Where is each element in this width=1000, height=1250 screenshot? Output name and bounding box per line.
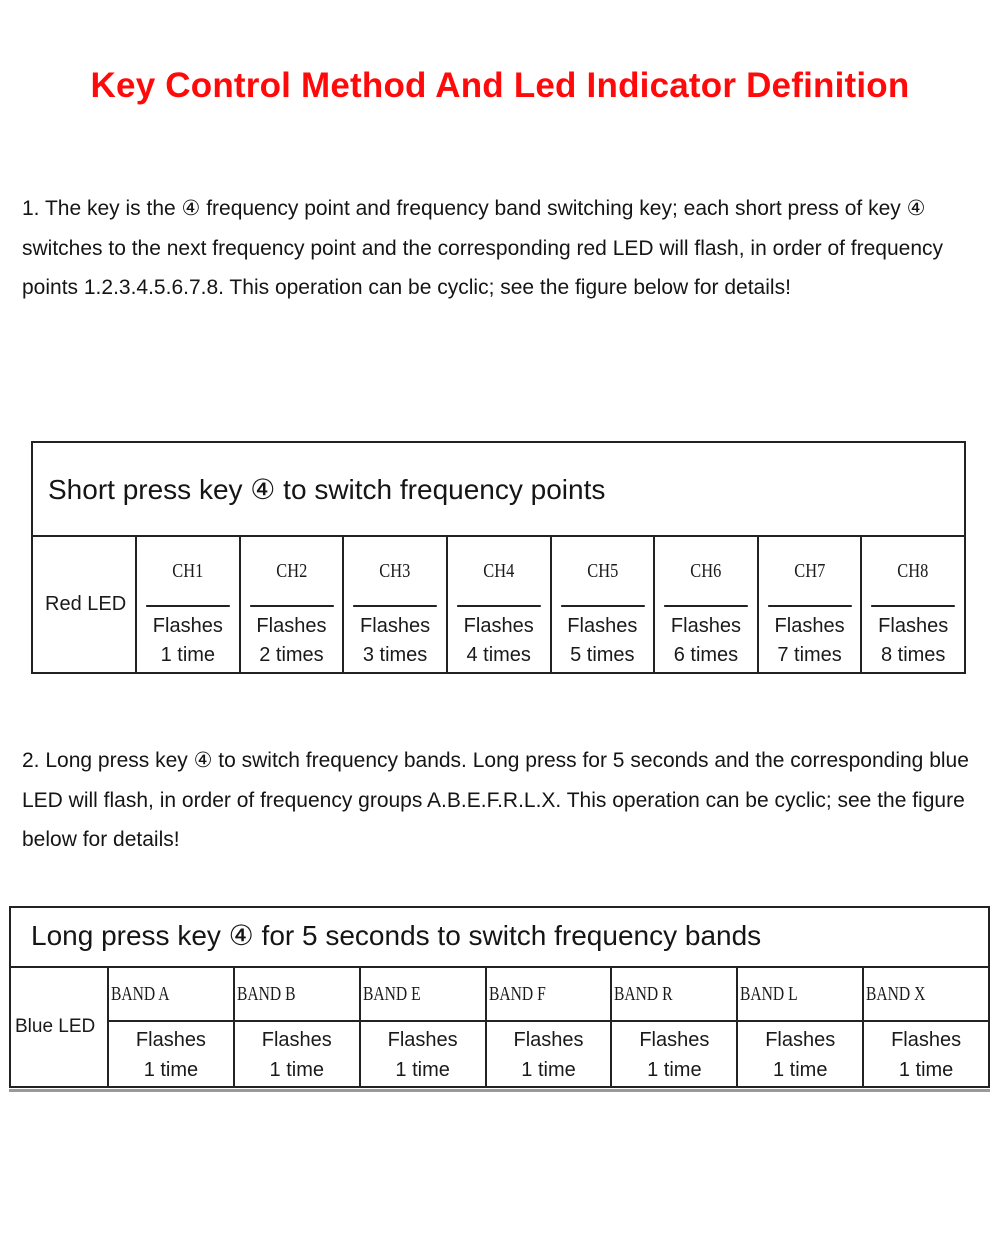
flash-text: Flashes (513, 1029, 584, 1051)
flash-text: Flashes (639, 1029, 710, 1051)
flash-text: Flashes (774, 614, 845, 637)
blue-led-label-cell (11, 968, 109, 1088)
band-label: BAND B (236, 982, 296, 1005)
channel-label: CH1 (146, 537, 229, 607)
red-led-label-cell (33, 537, 137, 674)
band-label: BAND E (362, 982, 421, 1005)
flash-count-cell (235, 1022, 359, 1088)
flash-count: 1 time (395, 1059, 450, 1081)
channel-column (344, 537, 448, 674)
flash-count: 2 times (259, 643, 324, 666)
flash-count-cell (552, 607, 654, 674)
flash-count-cell (109, 1022, 233, 1088)
red-led-label: Red LED (45, 593, 127, 615)
flash-count: 1 time (898, 1059, 954, 1081)
flash-text: Flashes (261, 1029, 332, 1051)
channel-column (862, 537, 964, 674)
flash-count-cell (137, 607, 239, 674)
flash-count: 1 time (143, 1059, 199, 1081)
band-column (738, 968, 864, 1088)
channel-label: CH2 (250, 537, 333, 607)
band-column (109, 968, 235, 1088)
flash-count: 1 time (647, 1059, 702, 1081)
short-press-table (31, 441, 966, 674)
flash-text: Flashes (152, 614, 223, 637)
channel-label: CH6 (664, 537, 747, 607)
flash-count-cell (361, 1022, 485, 1088)
flash-count: 1 time (160, 643, 216, 666)
flash-text: Flashes (878, 614, 949, 637)
long-press-table (9, 906, 990, 1088)
band-label: BAND A (111, 982, 170, 1005)
band-label-cell (109, 968, 233, 1022)
flash-count-cell (655, 607, 757, 674)
flash-text: Flashes (765, 1029, 836, 1051)
band-label: BAND X (866, 982, 926, 1005)
flash-count: 1 time (269, 1059, 325, 1081)
table-bottom-rule (9, 1089, 990, 1092)
blue-led-label: Blue LED (15, 1016, 96, 1037)
channel-label: CH4 (457, 537, 540, 607)
band-label-cell (612, 968, 736, 1022)
long-press-table-header (11, 908, 988, 968)
flash-count: 6 times (673, 643, 739, 666)
band-label-cell (864, 968, 988, 1022)
flash-text: Flashes (360, 614, 431, 637)
instruction-paragraph-1: 1. The key is the ④ frequency point and frequency band switching key; each short press of key ④ switches to the next frequency point and the corresponding red LED will flash, in order of frequency points 1.2.3.4.5.6.7.8. This operation can be cyclic; see the figure below for details! (22, 197, 944, 299)
channel-column (552, 537, 656, 674)
long-press-table-heading: Long press key ④ for 5 seconds to switch frequency bands (31, 920, 762, 951)
flash-count: 1 time (521, 1059, 576, 1081)
band-column (235, 968, 361, 1088)
short-press-table-header (33, 443, 964, 537)
channel-grid (137, 537, 964, 674)
channel-label: CH3 (353, 537, 436, 607)
band-column (612, 968, 738, 1088)
flash-text: Flashes (135, 1029, 206, 1051)
channel-column (759, 537, 863, 674)
flash-count-cell (738, 1022, 862, 1088)
channel-label: CH5 (561, 537, 644, 607)
band-label-cell (738, 968, 862, 1022)
flash-count: 5 times (570, 643, 635, 666)
flash-count-cell (241, 607, 343, 674)
flash-count-cell (864, 1022, 988, 1088)
flash-count-cell (448, 607, 550, 674)
band-grid (109, 968, 988, 1088)
short-press-table-heading: Short press key ④ to switch frequency points (48, 474, 606, 505)
band-label-cell (235, 968, 359, 1022)
flash-count: 3 times (362, 643, 428, 666)
band-column (361, 968, 487, 1088)
channel-column (448, 537, 552, 674)
flash-count: 1 time (772, 1059, 828, 1081)
channel-column (655, 537, 759, 674)
flash-text: Flashes (567, 614, 638, 637)
instruction-paragraph-2: 2. Long press key ④ to switch frequency bands. Long press for 5 seconds and the corresponding blue LED will flash, in order of frequency groups A.B.E.F.R.L.X. This operation can be cyclic; see the figure below for details! (22, 749, 969, 851)
band-label: BAND R (614, 982, 673, 1005)
flash-count: 8 times (880, 643, 946, 666)
flash-count: 4 times (466, 643, 531, 666)
channel-label: CH8 (872, 537, 955, 607)
flash-text: Flashes (256, 614, 327, 637)
flash-text: Flashes (387, 1029, 458, 1051)
band-label: BAND F (488, 982, 546, 1005)
flash-count-cell (759, 607, 861, 674)
flash-count-cell (612, 1022, 736, 1088)
flash-count: 7 times (777, 643, 842, 666)
flash-text: Flashes (670, 614, 741, 637)
flash-text: Flashes (891, 1029, 962, 1051)
band-column (864, 968, 988, 1088)
band-label-cell (361, 968, 485, 1022)
flash-count-cell (344, 607, 446, 674)
band-label: BAND L (740, 982, 798, 1005)
flash-count-cell (487, 1022, 611, 1088)
band-label-cell (487, 968, 611, 1022)
channel-column (137, 537, 241, 674)
flash-text: Flashes (463, 614, 534, 637)
channel-column (241, 537, 345, 674)
band-column (487, 968, 613, 1088)
channel-label: CH7 (768, 537, 851, 607)
page-title: Key Control Method And Led Indicator Definition (90, 66, 910, 105)
flash-count-cell (862, 607, 964, 674)
